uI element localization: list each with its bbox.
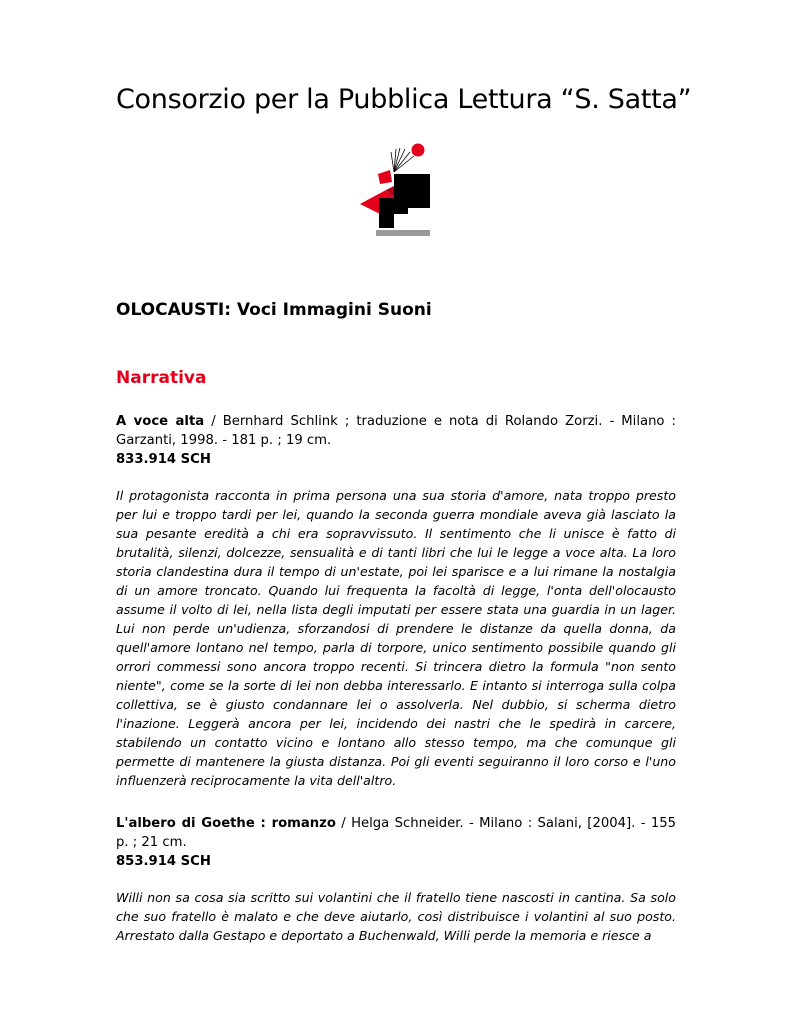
- document-title: Consorzio per la Pubblica Lettura “S. Satta”: [116, 84, 692, 115]
- book-title: A voce alta: [116, 414, 205, 429]
- library-logo-icon: [356, 138, 436, 242]
- catalog-entry: [116, 814, 676, 945]
- call-number: 833.914 SCH: [116, 452, 211, 467]
- category-heading: Narrativa: [116, 368, 207, 388]
- book-abstract: Willi non sa cosa sia scritto sui volantini che il fratello tiene nascosti in cantina. Sa solo che suo fratello è malato e che deve aiutarlo, così distribuisce i volantini al suo posto. Arrestato dalla Gestapo e deportato a Buchenwald, Willi perde la memoria e riesce a: [116, 890, 676, 943]
- bibliographic-citation: [116, 412, 676, 450]
- catalog-entry: [116, 412, 676, 790]
- bibliographic-citation: [116, 814, 676, 852]
- citation-details: / Helga Schneider. - Milano : Salani, [2004]. - 155 p. ; 21 cm.: [116, 816, 677, 850]
- call-number: 853.914 SCH: [116, 854, 211, 869]
- book-abstract: Il protagonista racconta in prima persona una sua storia d'amore, nata troppo presto per lui e troppo tardi per lei, quando la seconda guerra mondiale aveva già lasciato la sua pesante eredità a chi era sopravvissuto. Il sentimento che li unisce è fatto di brutalità, silenzi, dolcezze, sensualità e di tanti libri che lui le legge a voce alta. La loro storia clandestina dura il tempo di un'estate, poi lei sparisce e a lui rimane la nostalgia di un amore troncato. Quando lui frequenta la facoltà di legge, l'onta dell'olocausto assume il volto di lei, nella lista degli imputati per essere stata una guardia in un lager. Lui non perde un'udienza, sforzandosi di prendere le distanze da quella donna, da quell'amore lontano nel tempo, parla di torpore, unico sentimento possibile quando gli orrori commessi sono ancora troppo recenti. Si trincera dietro la formula "non sento niente", come se la sorte di lei non debba interessarlo. E intanto si interroga sulla colpa collettiva, se è giusto condannare lei o assolverla. Nel dubbio, si scherma dietro l'inazione. Leggerà ancora per lei, incidendo dei nastri che le spedirà in carcere, stabilendo un contatto vicino e lontano allo stesso tempo, ma che comunque gli permette di mantenere la giusta distanza. Poi gli eventi seguiranno il loro corso e l'uno influenzerà reciprocamente la vita dell'altro.: [116, 488, 676, 788]
- citation-details: / Bernhard Schlink ; traduzione e nota di Rolando Zorzi. - Milano : Garzanti, 1998. - 181 p. ; 19 cm.: [116, 414, 676, 448]
- section-heading: OLOCAUSTI: Voci Immagini Suoni: [116, 300, 432, 320]
- book-title: L'albero di Goethe : romanzo: [116, 816, 336, 831]
